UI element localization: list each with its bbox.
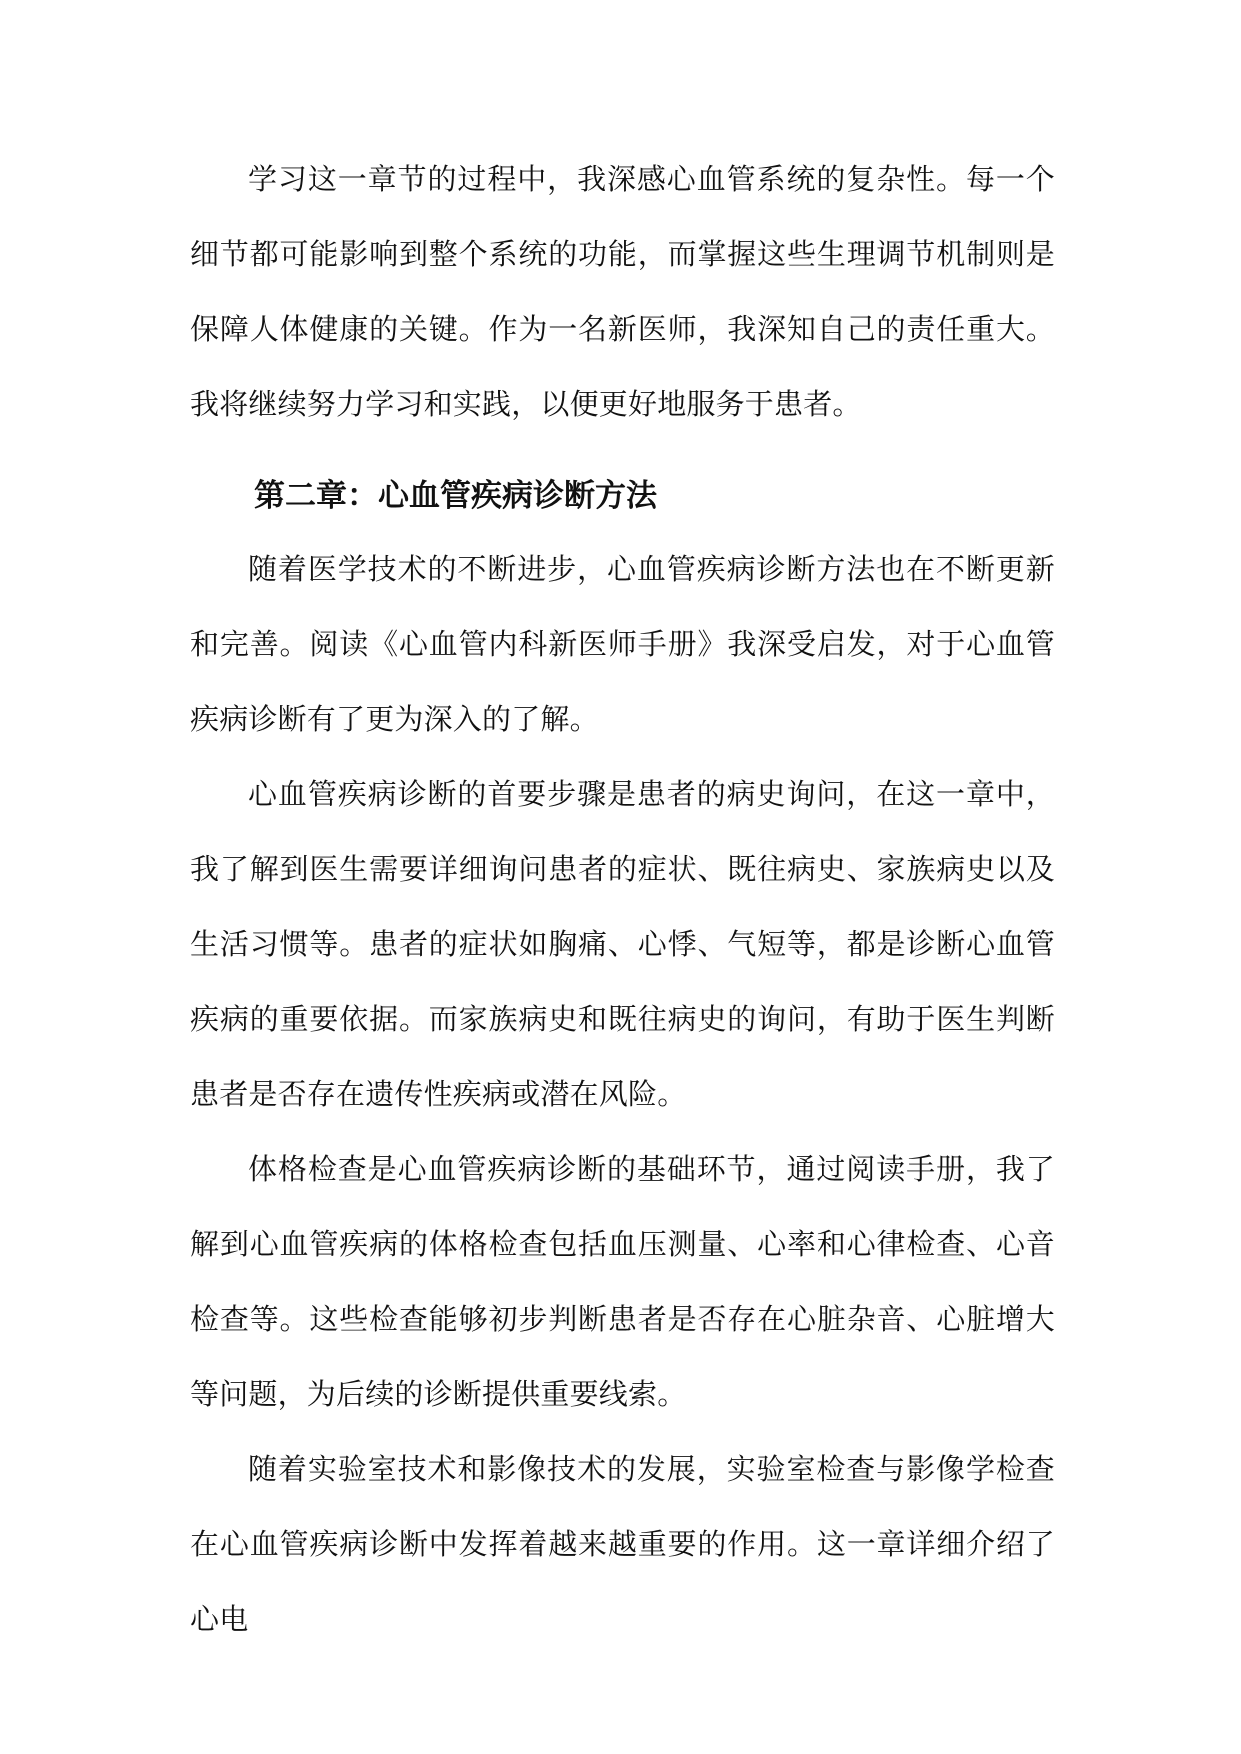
paragraph: 心血管疾病诊断的首要步骤是患者的病史询问，在这一章中，我了解到医生需要详细询问患者的症状、既往病史、家族病史以及生活习惯等。患者的症状如胸痛、心悸、气短等，都是诊断心血管疾病的重要依据。而家族病史和既往病史的询问，有助于医生判断患者是否存在遗传性疾病或潜在风险。 [190, 777, 1055, 1111]
document-body [190, 142, 1055, 1657]
paragraph: 随着实验室技术和影像技术的发展，实验室检查与影像学检查在心血管疾病诊断中发挥着越来越重要的作用。这一章详细介绍了心电 [190, 1452, 1055, 1636]
spacer [190, 442, 1055, 476]
chapter-heading: 第二章：心血管疾病诊断方法 [254, 478, 657, 514]
paragraph: 随着医学技术的不断进步，心血管疾病诊断方法也在不断更新和完善。阅读《心血管内科新医师手册》我深受启发，对于心血管疾病诊断有了更为深入的了解。 [190, 552, 1055, 736]
spacer [190, 516, 1055, 532]
paragraph: 学习这一章节的过程中，我深感心血管系统的复杂性。每一个细节都可能影响到整个系统的功能，而掌握这些生理调节机制则是保障人体健康的关键。作为一名新医师，我深知自己的责任重大。我将继续努力学习和实践，以便更好地服务于患者。 [190, 162, 1055, 421]
paragraph: 体格检查是心血管疾病诊断的基础环节，通过阅读手册，我了解到心血管疾病的体格检查包括血压测量、心率和心律检查、心音检查等。这些检查能够初步判断患者是否存在心脏杂音、心脏增大等问题，为后续的诊断提供重要线索。 [190, 1152, 1055, 1411]
